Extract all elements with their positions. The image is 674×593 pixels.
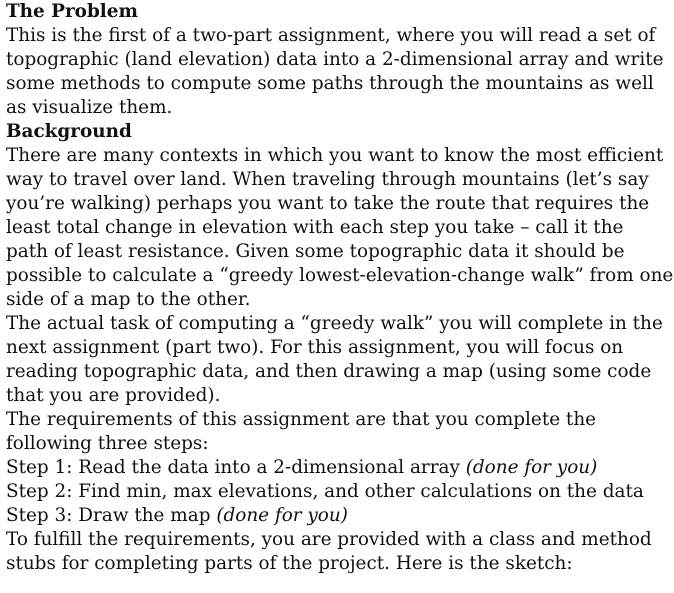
paragraph-line: stubs for completing parts of the project. Here is the sketch: [6, 553, 573, 574]
steps-list [6, 456, 670, 528]
background-paragraph-1 [6, 144, 674, 312]
paragraph-line: To fulfill the requirements, you are provided with a class and method [6, 529, 652, 550]
document-body [6, 0, 674, 576]
step-item [6, 456, 670, 480]
problem-line: as visualize them. [6, 97, 173, 118]
problem-line: This is the first of a two-part assignment, where you will read a set of [6, 25, 656, 46]
paragraph-line: side of a map to the other. [6, 289, 251, 310]
paragraph-line: next assignment (part two). For this assignment, you will focus on [6, 337, 624, 358]
paragraph-line: you’re walking) perhaps you want to take the route that requires the [6, 193, 650, 214]
step-text: Step 1: Read the data into a 2-dimensional array [6, 457, 466, 478]
step-note: (done for you) [216, 505, 348, 526]
background-paragraph-4 [6, 528, 670, 576]
paragraph-line: The requirements of this assignment are that you complete the [6, 409, 597, 430]
paragraph-line: The actual task of computing a “greedy walk” you will complete in the [6, 313, 663, 334]
paragraph-line: way to travel over land. When traveling through mountains (let’s say [6, 169, 649, 190]
problem-line: topographic (land elevation) data into a 2-dimensional array and write [6, 49, 664, 70]
paragraph-line: path of least resistance. Given some topographic data it should be [6, 241, 625, 262]
paragraph-line: least total change in elevation with each step you take – call it the [6, 217, 624, 238]
paragraph-line: There are many contexts in which you want to know the most efficient [6, 145, 664, 166]
step-text: Step 2: Find min, max elevations, and other calculations on the data [6, 481, 644, 502]
paragraph-line: reading topographic data, and then drawing a map (using some code [6, 361, 652, 382]
background-paragraph-2 [6, 312, 670, 408]
problem-line: some methods to compute some paths through the mountains as well [6, 73, 654, 94]
paragraph-line: possible to calculate a “greedy lowest-elevation-change walk” from one [6, 265, 674, 286]
problem-heading: The Problem [6, 1, 138, 22]
paragraph-line: following three steps: [6, 433, 209, 454]
step-item [6, 504, 670, 528]
step-note: (done for you) [465, 457, 598, 478]
paragraph-line: that you are provided). [6, 385, 221, 406]
background-heading: Background [6, 121, 132, 142]
problem-paragraph [6, 24, 670, 120]
step-text: Step 3: Draw the map [6, 505, 217, 526]
background-paragraph-3 [6, 408, 670, 456]
step-item [6, 480, 670, 504]
